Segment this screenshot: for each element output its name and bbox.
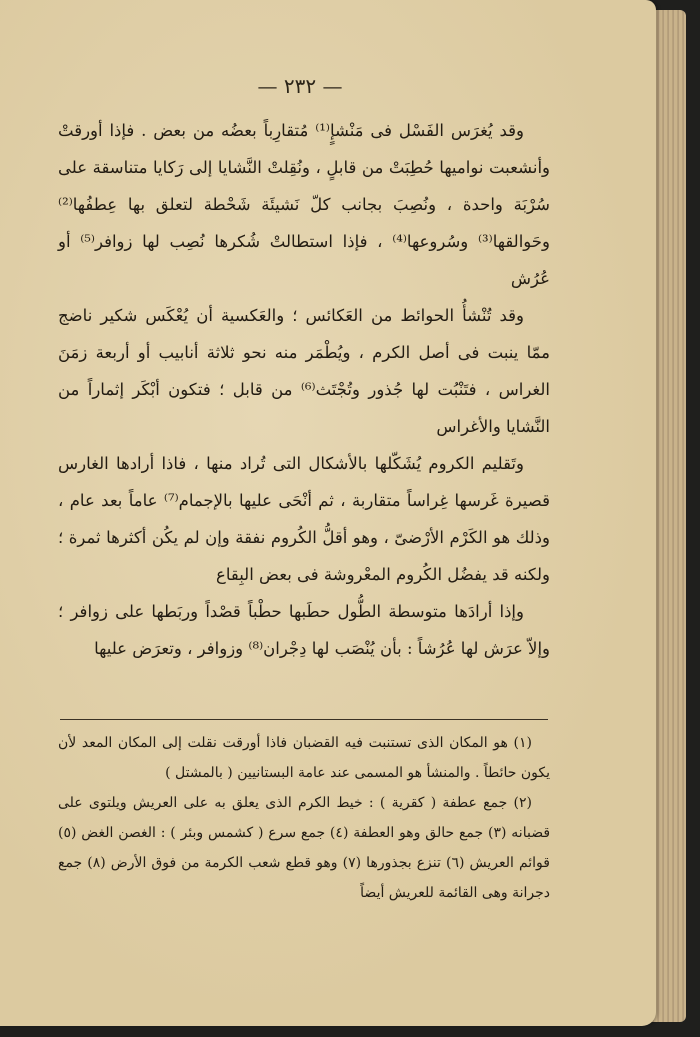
main-text	[58, 112, 550, 667]
footnotes	[58, 728, 550, 908]
paragraph: وإذا أرادَها متوسطة الطُّول حطَبها حطْباً قصْداً وربَطها على زوافر ؛ وإلاّ عرَش لها عُرُشاً : بأن يُنْصَب لها دِجْران⁽⁸⁾ وزوافر ، وتعرَض عليها	[58, 602, 550, 658]
footnote-divider	[60, 719, 548, 720]
paragraph: وقد تُنْشأُ الحوائط من العَكائس ؛ والعَكسية أن يُعْكَس شكير ناضج ممّا ينبت فى أصل الكرم ، ويُطْمَر منه نحو ثلاثة أنابيب أو أربعة زمَنَ الغراس ، فتَنْبُت لها جُذور وتُجْتَث⁽⁶⁾ من قابل ؛ فتكون أبْكَر إثماراً من النَّشايا والأغراس	[58, 306, 550, 436]
paragraph: وقد يُغرَس الفَسْل فى مَنْشإٍ⁽¹⁾ مُتقارِباً بعضُه من بعض . فإذا أورقتْ وأنشعبت نواميها حُطِبَتْ من قابلٍ ، ونُقِلتْ النَّشايا إلى رَكايا متناسقة على سُرْبَة واحدة ، ونُصِبَ بجانب كلّ نَشيئَة شَحْطة لتعلق بها عِطفُها⁽²⁾ وحَوالقها⁽³⁾ وسُروعها⁽⁴⁾ ، فإذا استطالتْ شُكرها نُصِب لها زوافر⁽⁵⁾ أو عُرُش	[58, 121, 550, 288]
footnote: (١) هو المكان الذى تستنبت فيه القضبان فاذا أورقت نقلت إلى المكان المعد لأن يكون حائطاً . والمنشأ هو المسمى عند عامة البستانيين ( بالمشتل )	[58, 735, 550, 781]
footnote: (٢) جمع عطفة ( كقرية ) : خيط الكرم الذى يعلق به على العريش ويلتوى على قضبانه (٣) جمع حالق وهو العطفة (٤) جمع سرع ( كشمس وبئر ) : الغصن الغض (٥) قوائم العريش (٦) تنزع بجذورها (٧) وهو قطع شعب الكرمة من فوق الأرض (٨) جمع دجرانة وهى القائمة للعريش أيضاً	[58, 795, 551, 901]
page-number: — ٢٣٢ —	[257, 74, 343, 98]
paragraph: وتَقليم الكروم يُشَكّلها بالأشكال التى تُراد منها ، فاذا أرادها الغارس قصيرة غَرسها غِراساً متقاربة ، ثم أنْحَى عليها بالإجمام⁽⁷⁾ عاماً بعد عام ، وذلك هو الكَرْم الأرْضىّ ، وهو أقلُّ الكُروم نفقة وإن لم يكُن أكثرها ثمرة ؛ ولكنه قد يفضُل الكُروم المعْروشة فى بعض البِقاع	[58, 454, 550, 584]
